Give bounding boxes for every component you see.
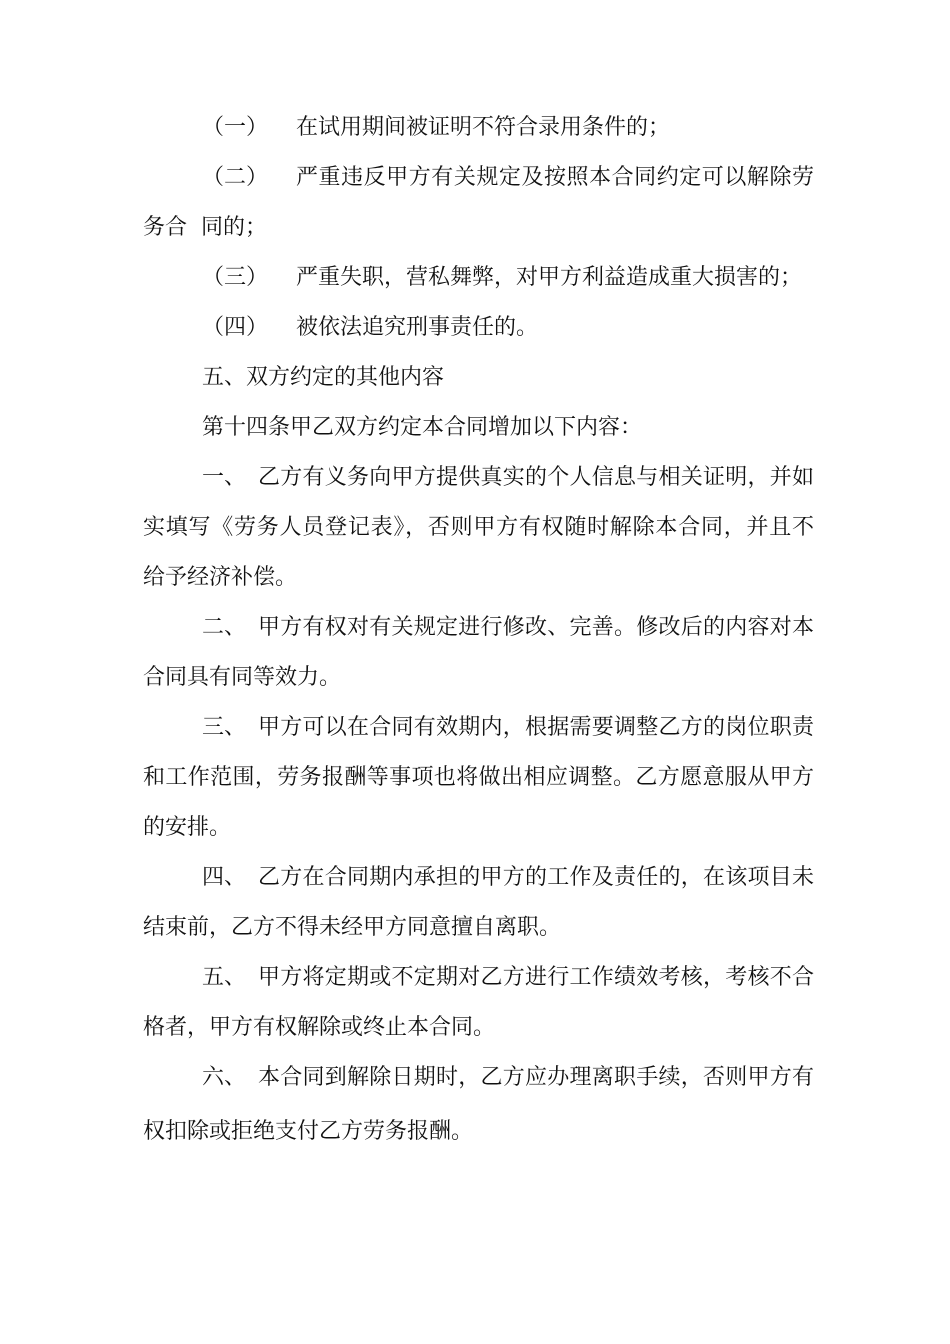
clause-marker: 一、	[202, 465, 247, 490]
item-text: 严重失职，营私舞弊，对甲方利益造成重大损害的；	[296, 265, 803, 290]
clause-text: 乙方有义务向甲方提供真实的个人信息与相关证明，并如	[258, 465, 814, 490]
clause-text: 甲方将定期或不定期对乙方进行工作绩效考核，考核不合	[258, 965, 814, 990]
clause-marker: 三、	[202, 715, 247, 740]
clause-text: 结束前，乙方不得未经甲方同意擅自离职。	[143, 915, 562, 940]
item-text: 务合 同的；	[143, 215, 267, 240]
clause-text: 给予经济补偿。	[143, 565, 298, 590]
clause-text: 实填写《劳务人员登记表》，否则甲方有权随时解除本合同，并且不	[143, 515, 814, 540]
clause-continuation	[0, 813, 950, 843]
section-heading-text: 五、双方约定的其他内容	[202, 365, 445, 390]
clause-text: 乙方在合同期内承担的甲方的工作及责任的，在该项目未	[258, 865, 814, 890]
list-item	[0, 163, 950, 193]
item-marker: （二）	[202, 165, 269, 190]
clause-text: 权扣除或拒绝支付乙方劳务报酬。	[143, 1119, 474, 1144]
clause	[0, 463, 950, 493]
item-text: 在试用期间被证明不符合录用条件的；	[296, 115, 671, 140]
clause	[0, 863, 950, 893]
clause	[0, 1063, 950, 1093]
item-continuation	[0, 213, 950, 243]
clause	[0, 613, 950, 643]
clause-text: 本合同到解除日期时，乙方应办理离职手续，否则甲方有	[258, 1065, 814, 1090]
article-text: 第十四条甲乙双方约定本合同增加以下内容：	[202, 415, 643, 440]
clause-text: 的安排。	[143, 815, 232, 840]
clause-marker: 六、	[202, 1065, 247, 1090]
clause-continuation	[0, 913, 950, 943]
clause-marker: 五、	[202, 965, 247, 990]
clause-continuation	[0, 763, 950, 793]
clause-marker: 四、	[202, 865, 247, 890]
clause-text: 格者，甲方有权解除或终止本合同。	[143, 1015, 496, 1040]
clause-text: 合同具有同等效力。	[143, 665, 342, 690]
clause-continuation	[0, 1013, 950, 1043]
clause-text: 和工作范围，劳务报酬等事项也将做出相应调整。乙方愿意服从甲方	[143, 765, 814, 790]
clause-text: 甲方有权对有关规定进行修改、完善。修改后的内容对本	[258, 615, 814, 640]
list-item	[0, 113, 950, 143]
list-item	[0, 263, 950, 293]
item-marker: （四）	[202, 315, 269, 340]
item-text: 严重违反甲方有关规定及按照本合同约定可以解除劳	[296, 165, 814, 190]
clause-continuation	[0, 663, 950, 693]
clause-text: 甲方可以在合同有效期内，根据需要调整乙方的岗位职责	[258, 715, 814, 740]
item-marker: （三）	[202, 265, 269, 290]
clause-continuation	[0, 513, 950, 543]
clause-continuation	[0, 1117, 950, 1147]
clause	[0, 713, 950, 743]
item-text: 被依法追究刑事责任的。	[296, 315, 539, 340]
section-heading	[0, 363, 950, 393]
clause-marker: 二、	[202, 615, 247, 640]
list-item	[0, 313, 950, 343]
clause-continuation	[0, 563, 950, 593]
article-intro	[0, 413, 950, 443]
clause	[0, 963, 950, 993]
item-marker: （一）	[202, 115, 269, 140]
